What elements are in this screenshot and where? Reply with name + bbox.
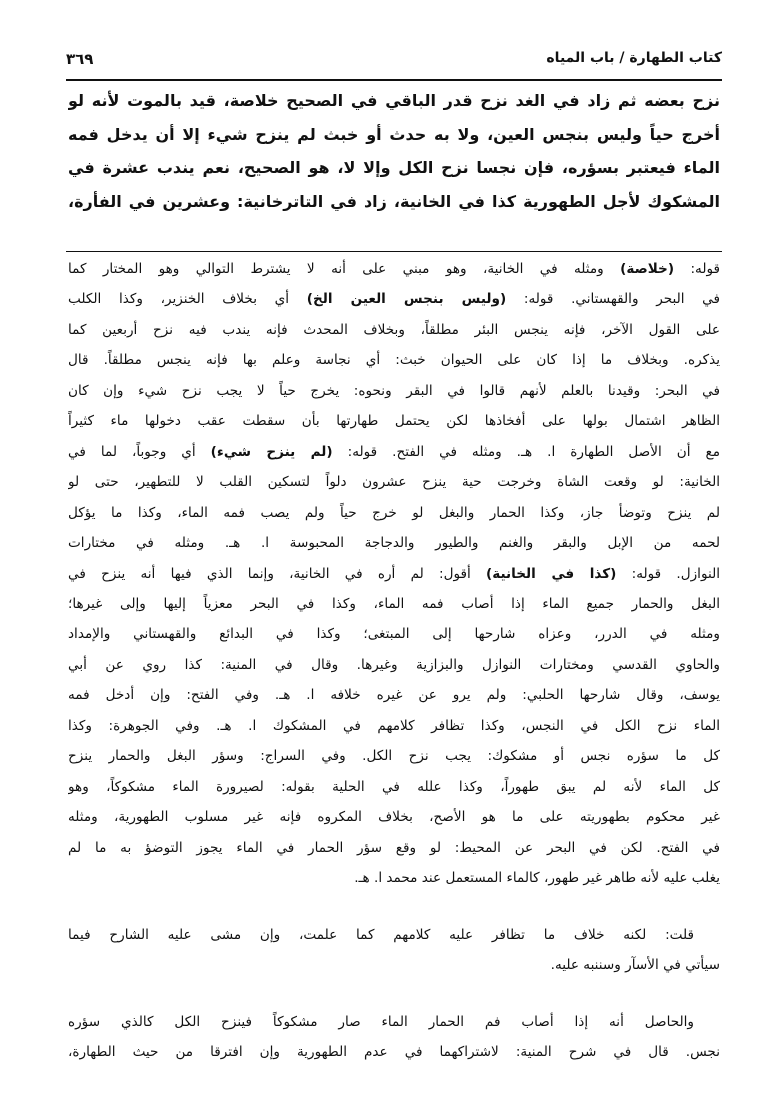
text-segment: الماء فيعتبر بسؤره، فإن نجسا نزح الكل وإلا لا، هو الصحيح، نعم يندب عشرة في	[68, 158, 720, 177]
text-segment: والحاصل أنه إذا أصاب فم الحمار الماء صار مشكوكاً فينزح الكل كالذي سؤره	[68, 1014, 694, 1030]
text-segment: ومثله في الدرر، وعزاه شارحها إلى المبتغى؛ وكذا في البدائع والقهستاني والإمداد	[68, 626, 720, 643]
quoted-lemma: (وليس بنجس العين الخ)	[306, 291, 507, 308]
main-text-line	[68, 153, 720, 183]
quoted-lemma: (لم ينزح شيء)	[210, 443, 333, 460]
text-segment: النوازل. قوله:	[616, 565, 720, 582]
commentary-line	[68, 468, 720, 496]
text-segment: سيأتي في الأسآر وسننبه عليه.	[550, 957, 720, 973]
commentary-line	[68, 407, 720, 435]
paragraph-line	[68, 1008, 720, 1036]
text-segment: أي بخلاف الخنزير، وكذا الكلب	[68, 291, 307, 308]
quoted-lemma: (خلاصة)	[620, 261, 675, 277]
text-segment: لم ينزح وتوضأ جاز، وكذا الحمار والبغل لو خرج حياً ولم يصب فمه الماء، وكذا ما يؤكل	[68, 504, 720, 521]
commentary-line	[68, 620, 720, 648]
text-segment: قلت: لكنه خلاف ما تظافر عليه كلامهم كما علمت، وإن مشى عليه الشارح فيما	[68, 927, 694, 943]
commentary-line	[68, 773, 720, 801]
text-segment: قوله:	[674, 261, 720, 277]
commentary-line	[68, 346, 720, 374]
commentary-line	[68, 590, 720, 618]
text-segment: يوسف، وقال شارحها الحلبي: ولم يرو عن غيره خلافه ا. هـ. وفي الفتح: وإن أدخل فمه	[68, 687, 720, 704]
commentary-line	[68, 377, 720, 405]
text-segment: والحاوي القدسي ومختارات النوازل والبزازية وغيرها. وقال في المنية: كذا روي عن أبي	[68, 656, 720, 673]
text-segment: يذكره. وبخلاف ما إذا كان على الحيوان خبث: أي نجاسة وعلم بها فإنه ينجس مطلقاً. قال	[68, 352, 720, 369]
commentary-line	[68, 255, 720, 283]
main-text-line	[68, 187, 720, 217]
text-segment: في البحر والقهستاني. قوله:	[506, 291, 720, 308]
commentary-line	[68, 864, 720, 892]
running-header	[66, 50, 722, 76]
text-segment: أي وجوباً، لما في	[68, 443, 211, 460]
paragraph-line	[68, 921, 720, 949]
text-segment: كل الماء لأنه لم يبق طهوراً، وكذا علله في الحلية بقوله: لصيرورة الماء مشكوكاً، وهو	[68, 778, 720, 795]
commentary-line	[68, 742, 720, 770]
text-segment: في البحر: وقيدنا بالعلم لأنهم قالوا في البقر ونحوه: يخرج حياً لا يجب نزح شيء وإن كان	[68, 382, 720, 399]
text-segment: لحمه من الإبل والبقر والغنم والطيور والدجاجة المحبوسة ا. هـ. ومثله في مختارات	[68, 535, 720, 552]
text-segment: في الفتح. لكن في البحر عن المحيط: لو وقع سؤر الحمار في الماء يجوز التوضؤ به ما لم	[68, 839, 720, 856]
main-text-line	[68, 86, 720, 116]
commentary-line	[68, 560, 720, 588]
page-number: ٣٦٩	[66, 50, 94, 68]
text-segment: المشكوك لأجل الطهورية كذا في الخانية، زاد في التاترخانية: وعشرين في الفأرة،	[68, 191, 720, 211]
text-segment: كل ما سؤره نجس أو مشكوك: يجب نزح الكل. وفي السراج: وسؤر البغل والحمار ينزح	[68, 748, 720, 765]
commentary-line	[68, 803, 720, 831]
text-segment: الظاهر اشتمال بولها على أفخاذها لكن يحتمل طهارتها بأن سقطت عقب دخولها ماء كثيراً	[68, 413, 720, 430]
separator-rule	[66, 251, 722, 252]
commentary-line	[68, 712, 720, 740]
commentary-line	[68, 438, 720, 466]
commentary-line	[68, 651, 720, 679]
header-rule	[66, 79, 722, 81]
header-title: كتاب الطهارة / باب المياه	[546, 50, 722, 66]
main-text-line	[68, 120, 720, 150]
text-segment: على القول الآخر، فإنه ينجس البئر مطلقاً، وبخلاف المحدث فإنه يندب فيه نزح أربعين كما	[68, 321, 720, 338]
paragraph-line	[68, 951, 720, 979]
commentary-line	[68, 316, 720, 344]
text-segment: أخرج حياً وليس بنجس العين، ولا به حدث أو خبث لم ينزح شيء إلا أن يدخل فمه	[68, 124, 720, 144]
commentary-line	[68, 834, 720, 862]
text-segment: ومثله في الخانية، وهو مبني على أنه لا يشترط التوالي وهو المختار كما	[68, 261, 621, 277]
text-segment: الخانية: لو وقعت الشاة وخرجت حية ينزح عشرون دلواً لتسكين القلب لا للتطهير، حتى لو	[68, 474, 720, 491]
commentary-line	[68, 529, 720, 557]
text-segment: مع أن الأصل الطهارة ا. هـ. ومثله في الفتح. قوله:	[332, 443, 720, 460]
commentary-line	[68, 499, 720, 527]
text-segment: الماء نزح الكل في النجس، وكذا تظافر كلامهم في المشكوك ا. هـ. وفي الجوهرة: وكذا	[68, 717, 720, 734]
commentary-line	[68, 285, 720, 313]
text-segment: غير محكوم بطهوريته على ما هو الأصح، بخلاف المكروه فإنه غير مسلوب الطهورية، ومثله	[68, 809, 720, 826]
text-segment: نجس. قال في شرح المنية: لاشتراكهما في عدم الطهورية وإن افترقا من حيث الطهارة،	[68, 1044, 720, 1060]
quoted-lemma: (كذا في الخانية)	[486, 565, 617, 582]
text-segment: البغل والحمار جميع الماء إذا أصاب فمه الماء، وكذا في البحر معزياً إليها وإلى غيرها؛	[68, 595, 720, 612]
text-segment: أقول: لم أره في الخانية، وإنما الذي فيها أنه ينزح في	[68, 565, 487, 582]
text-segment: يغلب عليه لأنه طاهر غير طهور، كالماء المستعمل عند محمد ا. هـ.	[354, 870, 720, 886]
text-segment: نزح بعضه ثم زاد في الغد نزح قدر الباقي في الصحيح خلاصة، قيد بالموت لأنه لو	[68, 91, 720, 110]
commentary-line	[68, 681, 720, 709]
paragraph-line	[68, 1038, 720, 1066]
